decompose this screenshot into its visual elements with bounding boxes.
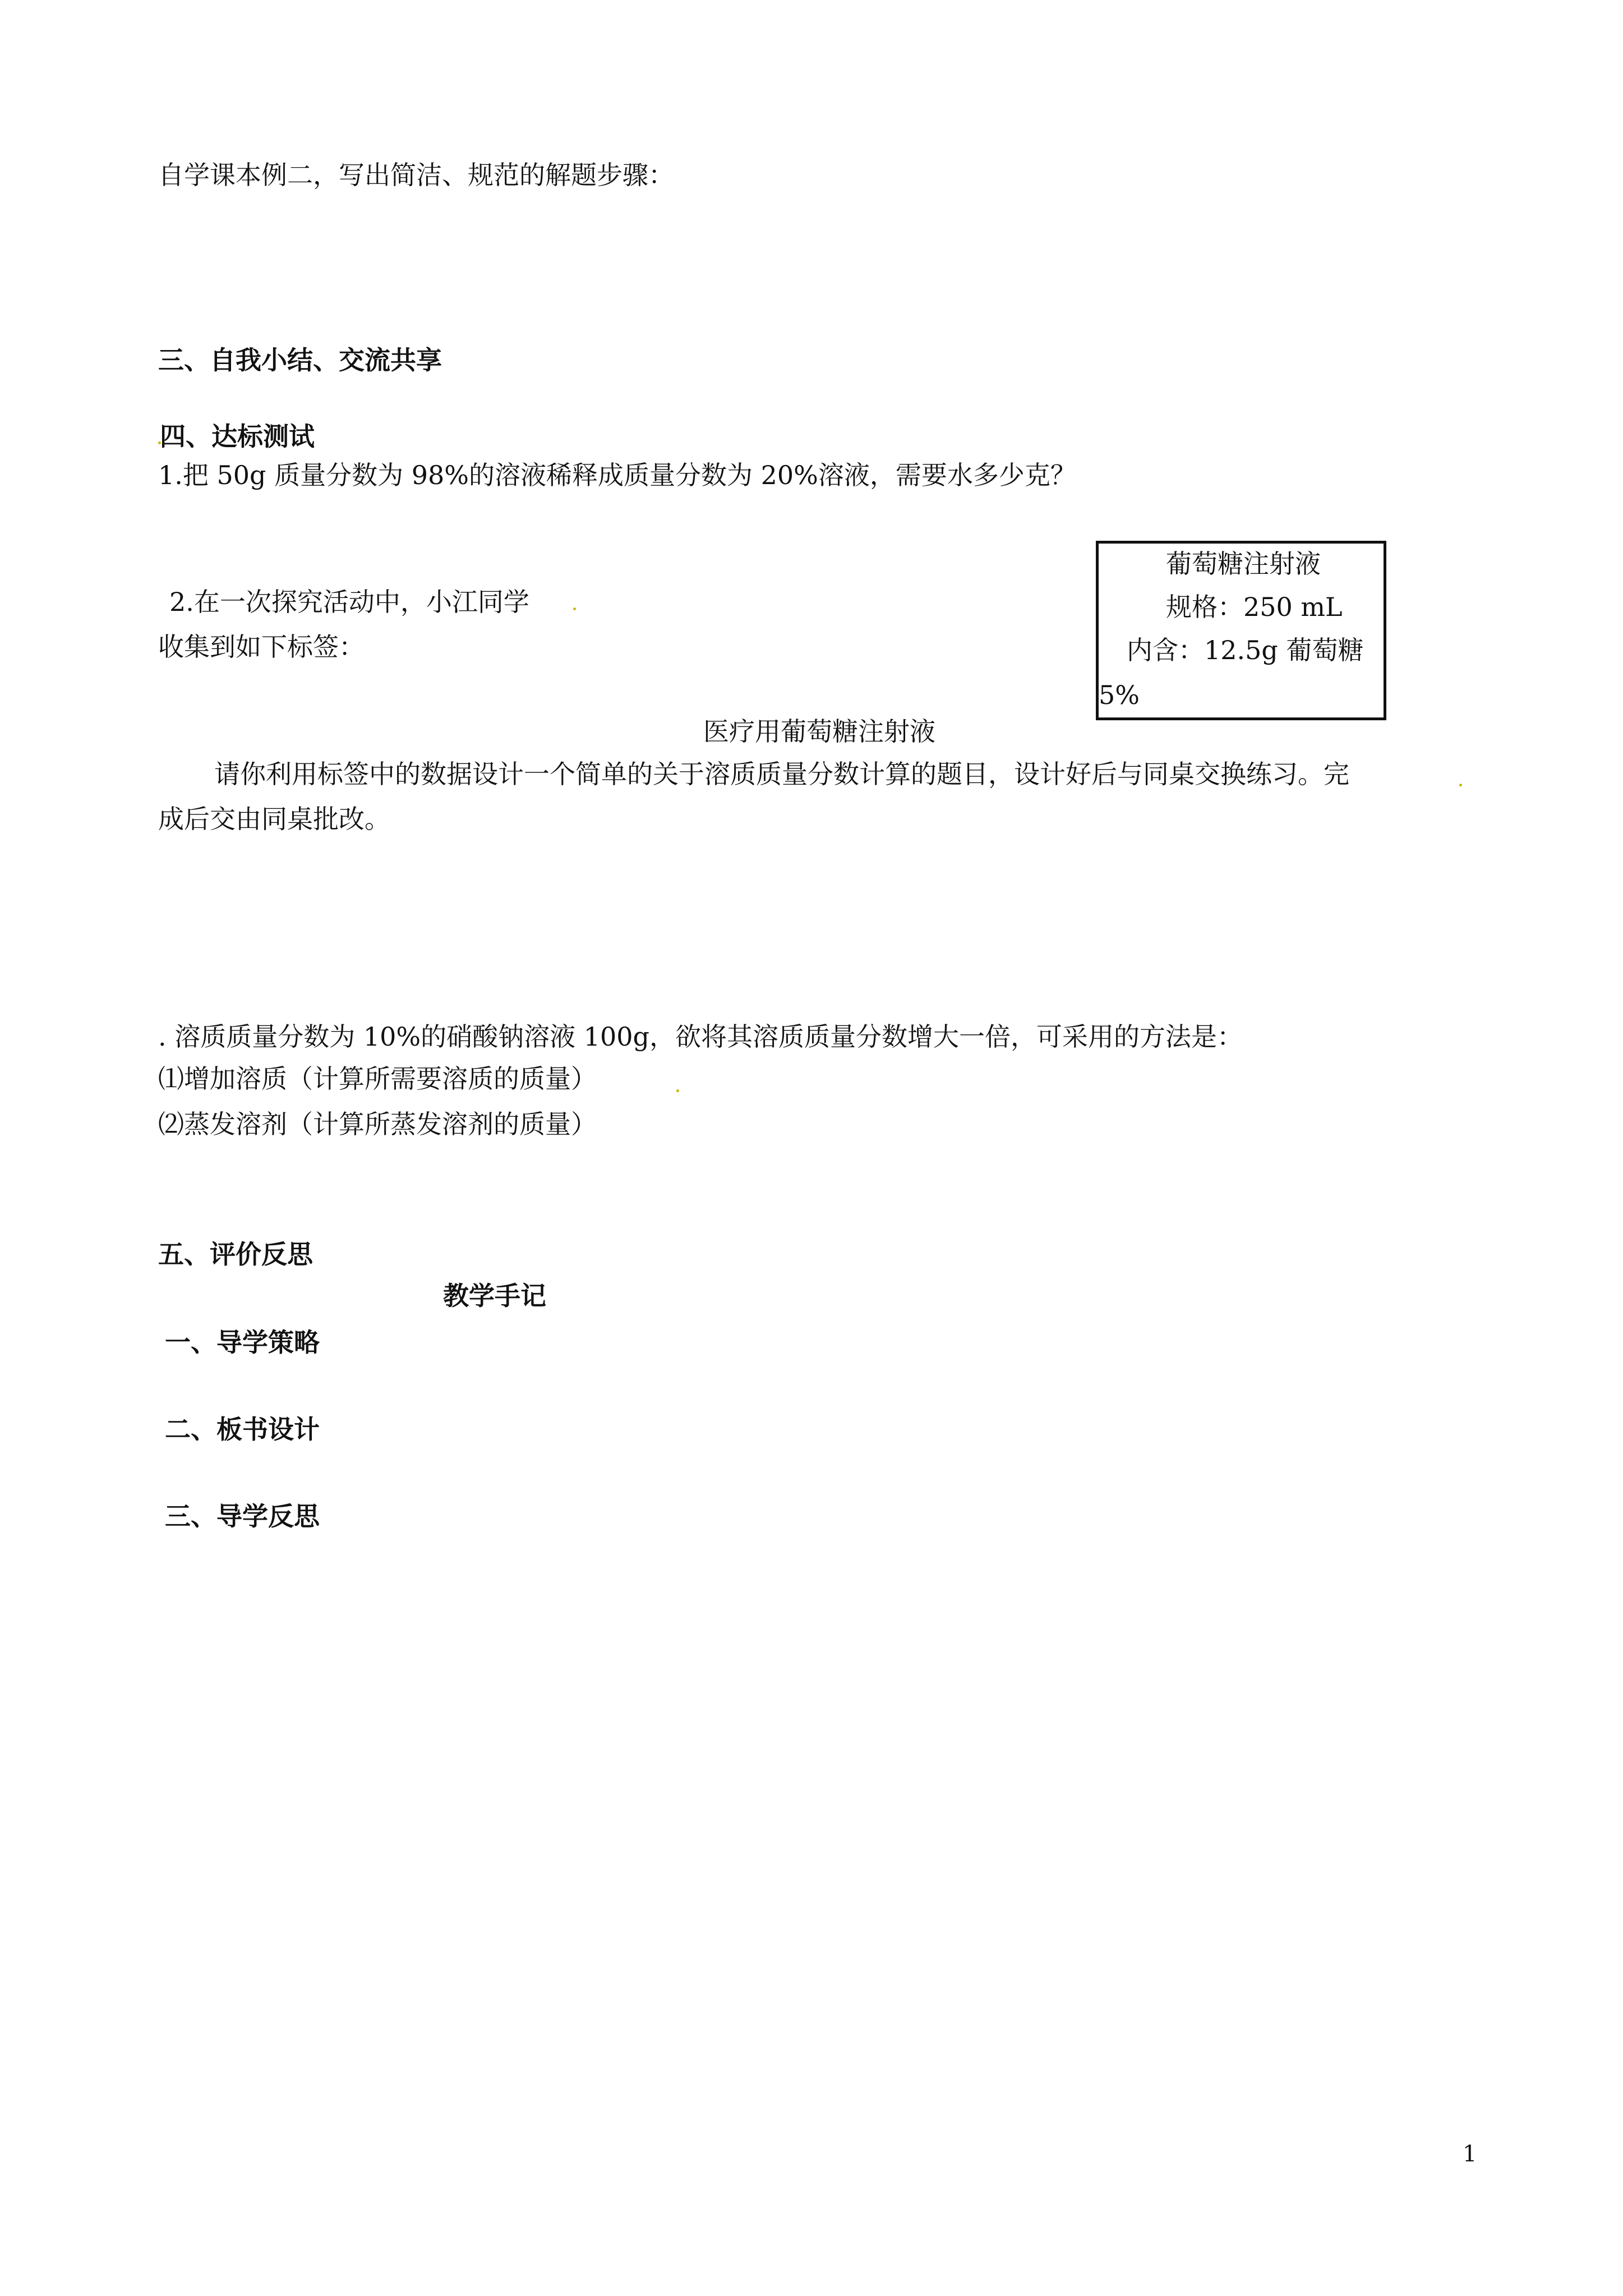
stray-mark — [676, 1089, 679, 1092]
intro-instruction: 自学课本例二，写出简洁、规范的解题步骤： — [158, 160, 674, 190]
label-concentration: 5% — [1099, 680, 1140, 710]
section-heading-reflection: 五、评价反思 — [158, 1239, 313, 1269]
glucose-label-box — [1096, 541, 1386, 720]
label-spec: 规格：250 mL — [1166, 592, 1343, 622]
label-name: 葡萄糖注射液 — [1166, 549, 1321, 579]
notes-item-reflection: 三、导学反思 — [165, 1501, 320, 1531]
notes-item-strategy: 一、导学策略 — [165, 1327, 320, 1358]
question-3-option-1: ⑴增加溶质（计算所需要溶质的质量） — [158, 1064, 597, 1094]
stray-mark — [573, 608, 576, 610]
question-3-option-2: ⑵蒸发溶剂（计算所蒸发溶剂的质量） — [158, 1109, 597, 1139]
question-2-line2: 收集到如下标签： — [158, 632, 365, 662]
label-caption: 医疗用葡萄糖注射液 — [703, 716, 935, 747]
section-heading-summary: 三、自我小结、交流共享 — [158, 345, 442, 375]
notes-item-board-design: 二、板书设计 — [165, 1414, 320, 1444]
label-content: 内含：12.5g 葡萄糖 — [1127, 635, 1364, 665]
section-heading-test: 四、达标测试 — [160, 421, 315, 452]
question-1: 1.把 50g 质量分数为 98%的溶液稀释成质量分数为 20%溶液，需要水多少克？ — [158, 460, 1076, 490]
question-2-paragraph-line2: 成后交由同桌批改。 — [158, 804, 390, 834]
question-3: . 溶质质量分数为 10%的硝酸钠溶液 100g，欲将其溶质质量分数增大一倍，可采用的方法是： — [158, 1022, 1243, 1052]
teaching-notes-title: 教学手记 — [443, 1281, 546, 1311]
question-2-line1: 2.在一次探究活动中，小江同学 — [169, 587, 529, 617]
question-2-paragraph-line1: 请你利用标签中的数据设计一个简单的关于溶质质量分数计算的题目，设计好后与同桌交换练习。完 — [214, 759, 1349, 789]
stray-mark — [1459, 784, 1462, 786]
page-number: 1 — [1463, 2141, 1477, 2167]
